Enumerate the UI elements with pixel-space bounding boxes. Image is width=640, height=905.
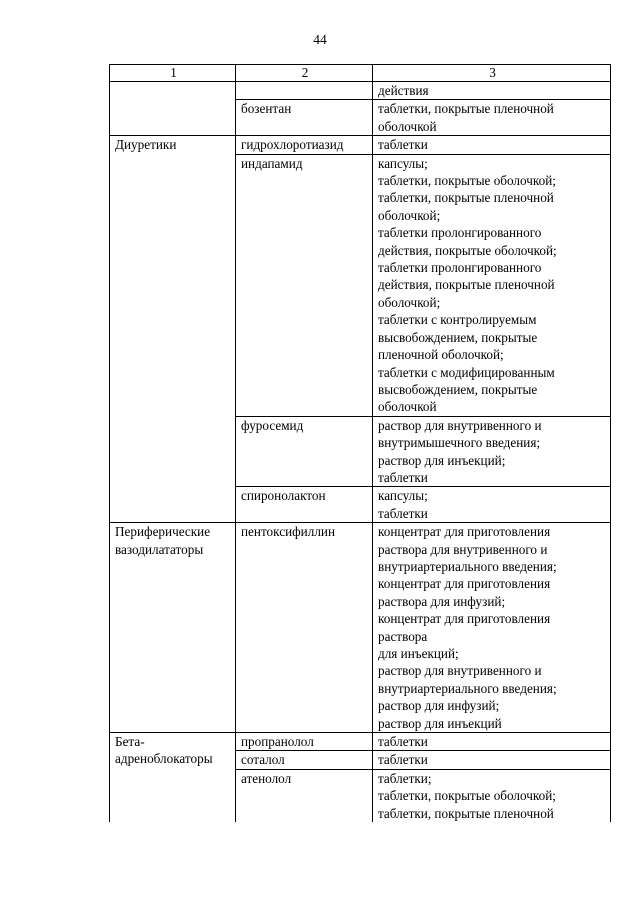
form-line: таблетки с модифицированным [378,364,555,380]
form-line: оболочкой; [378,207,441,223]
form-line: действия, покрытые пленочной [378,277,555,293]
group-cell [110,82,236,136]
table-header-row [110,65,611,82]
drug-cell: фуросемид [236,416,373,487]
drug-table [109,64,611,822]
form-line: таблетки пролонгированного [378,225,542,241]
form-line: таблетки, покрытые пленочной [378,190,554,206]
form-line: капсулы; [378,155,428,171]
form-line: раствора [378,628,428,644]
form-line: таблетки, покрытые оболочкой; [378,788,556,804]
drug-cell: гидрохлоротиазид [236,136,373,154]
form-line: таблетки, покрытые пленочной [378,101,554,117]
form-line: оболочкой; [378,294,441,310]
form-line: таблетки с контролируемым [378,312,537,328]
forms-cell [373,100,611,136]
form-line: пленочной оболочкой; [378,347,504,363]
form-line: таблетки [378,469,428,485]
form-line: раствор для инъекций [378,715,502,731]
forms-cell [373,136,611,154]
forms-cell [373,487,611,523]
forms-cell [373,523,611,733]
form-line: внутриартериального введения; [378,558,557,574]
forms-cell [373,82,611,100]
table-row [110,136,611,154]
form-line: концентрат для приготовления [378,524,551,540]
drug-cell: спиронолактон [236,487,373,523]
drug-cell: атенолол [236,769,373,822]
form-line: оболочкой [378,399,437,415]
form-line: высвобождением, покрытые [378,329,538,345]
form-line: раствора для инфузий; [378,593,506,609]
group-line: адреноблокаторы [115,751,213,767]
group-cell [110,523,236,733]
form-line: капсулы; [378,488,428,504]
form-line: оболочкой [378,118,437,134]
group-cell: Диуретики [110,136,236,523]
form-line: высвобождением, покрытые [378,381,538,397]
form-line: таблетки; [378,770,432,786]
forms-cell [373,769,611,822]
table-row [110,733,611,751]
form-line: раствор для инъекций; [378,452,506,468]
form-line: таблетки [378,505,428,521]
forms-cell [373,733,611,751]
drug-cell: соталол [236,751,373,769]
form-line: для инъекций; [378,646,459,661]
form-line: внутриартериального введения; [378,680,557,696]
column-header-3: 3 [373,65,611,82]
table-row [110,82,611,100]
group-line: вазодилататоры [115,541,204,557]
form-line: таблетки, покрытые оболочкой; [378,173,556,189]
page-number: 44 [313,32,327,47]
form-line: раствор для внутривенного и [378,417,542,433]
form-line: таблетки [378,734,428,750]
form-line: концентрат для приготовления [378,576,551,592]
forms-cell [373,751,611,769]
forms-cell [373,416,611,487]
form-line: раствор для внутривенного и [378,663,542,679]
form-line: действия [378,83,429,98]
drug-cell: пентоксифиллин [236,523,373,733]
form-line: таблетки, покрытые пленочной [378,805,554,821]
column-header-2: 2 [236,65,373,82]
drug-cell [236,82,373,100]
table-row [110,523,611,733]
form-line: действия, покрытые оболочкой; [378,242,557,258]
group-line: Бета- [115,734,145,750]
group-cell [110,733,236,823]
form-line: внутримышечного введения; [378,435,541,451]
form-line: таблетки [378,752,428,768]
group-line: Периферические [115,524,211,540]
form-line: концентрат для приготовления [378,611,551,627]
drug-cell: индапамид [236,154,373,416]
drug-cell: бозентан [236,100,373,136]
column-header-1: 1 [110,65,236,82]
form-line: таблетки пролонгированного [378,260,542,276]
forms-cell [373,154,611,416]
form-line: раствор для инфузий; [378,698,500,714]
form-line: таблетки [378,137,428,153]
form-line: раствора для внутривенного и [378,541,548,557]
drug-cell: пропранолол [236,733,373,751]
